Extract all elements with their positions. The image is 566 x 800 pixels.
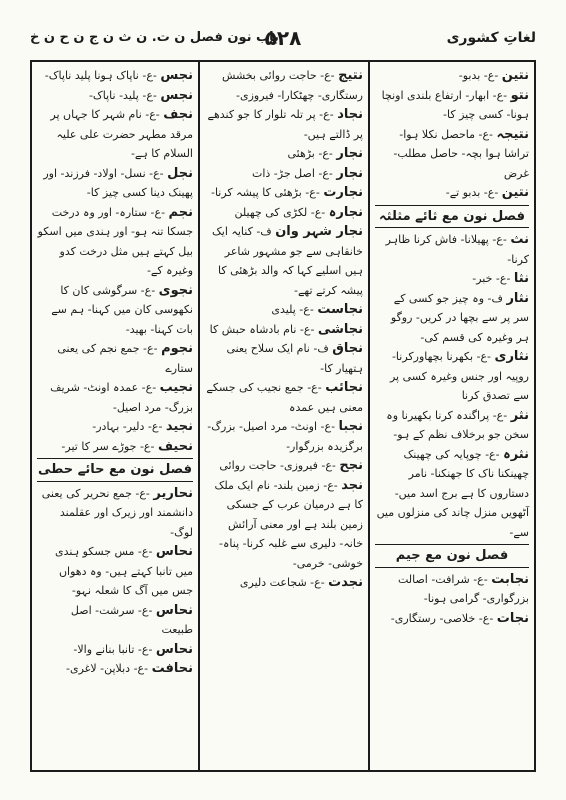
entry-definition: -ع- نسل- اولاد- فرزند- اور پھینک دینا کسی چیز کا- [43,166,193,199]
entry-headword: نجار شہر وان [275,224,363,239]
entry-headword: نحاریر [153,485,193,501]
entry-definition: -ع- پلید- ناپاک- [88,88,157,102]
entry-headword: نجف [163,107,193,122]
entry-definition: -ع- خبر- [472,272,511,285]
dictionary-entry [205,573,363,593]
entry-headword: نحاس [155,602,193,618]
page-header [30,26,536,54]
dictionary-entry [375,86,529,125]
dictionary-entry [375,183,529,203]
entry-definition: -ع- شرافت- اصالت بزرگواری- گرامی ہونا- [397,572,529,605]
dictionary-entry [37,86,193,106]
entry-definition: -ع- بکھرنا بچھاورکرنا- روپیہ اور جنس وغیرہ کسی پر سے تصدق کرنا [389,350,529,402]
entry-definition: -ع- دبلاپن- لاغری- [65,662,149,675]
entry-headword: نثرہ [503,446,529,462]
dictionary-entry [37,417,193,437]
dictionary-entry [37,640,193,660]
entry-headword: نجار [336,165,363,181]
entry-headword: نثا [513,271,529,286]
dictionary-entry [37,484,193,543]
dictionary-entry [375,289,529,348]
dictionary-entry [375,125,529,184]
dictionary-entry [37,659,193,679]
dictionary-entry [205,378,363,417]
dictionary-entry [37,378,193,417]
entry-headword: نتین [501,185,529,200]
entry-headword: نجبا [338,419,363,434]
entry-definition: -ع- جمع نحریر کی یعنی دانشمند اور زیرک اور عقلمند لوگ- [41,486,193,539]
entry-headword: نثر [510,407,529,423]
entry-headword: نجارہ [328,204,363,220]
dictionary-entry [205,66,363,105]
dictionary-entry [375,445,529,543]
entry-definition: -ع- پر تلہ تلوار کا جو کندھے پر ڈالتے ہیں- [207,108,363,141]
entry-headword: نتیجہ [496,126,529,142]
entry-definition: -ع- تانبا بنانے والا- [73,642,153,656]
dictionary-entry [375,66,529,86]
entry-definition: -ع- فیروزی- حاجت روائی [219,459,336,472]
entry-definition: -ع- اصل جڑ- ذات [252,166,333,180]
entry-headword: نجائب [325,380,363,395]
dictionary-entry [205,456,363,476]
entry-headword: نجس [160,87,193,103]
entry-definition: -ع- جمع نجیب کی جسکے معنی ہیں عمدہ [206,381,363,414]
entry-definition: -ع- زمین بلند- نام ایک ملک کا ہے درمیان عرب کے جسکی زمین بلند ہے اور معنی آرائش خانہ- دلیری سے غلبہ کرنا- پناہ- خوشی- خرمی- [214,478,363,570]
book-title: لغاتِ کشوری [446,30,536,46]
entry-headword: نتیج [338,68,363,83]
dictionary-entry [375,269,529,289]
dictionary-entry [205,339,363,378]
entry-definition: -ع- بدبو- [458,69,499,82]
dictionary-entry [205,476,363,574]
entry-definition: -ع- بڑھئی [287,147,333,160]
entry-headword: نجد [341,477,363,493]
text-frame [30,60,536,772]
entry-headword: نجار [336,146,363,161]
dictionary-entry [37,203,193,281]
entry-definition: -ع- چوپایہ کی چھینک چھینکنا ناک کا جھنکنا- نامر دستاروں کا ہے برج اسد میں- آٹھویں منزل چاند کی منزلوں میں سے- [376,447,529,539]
entry-definition: -ع- ابھار- ارتفاع بلندی اونچا ہونا- کسی چیز کا- [381,88,529,121]
entry-definition: -ع- نام بادشاہ حبش کا [209,322,315,336]
dictionary-entry [205,417,363,456]
entry-definition: -ع- سرگوشی کان کا نکھوسی کان میں کہنا- ہم سے بات کہنا- بھید- [51,283,193,336]
entry-headword: نثار [506,290,529,306]
entry-definition: -ع- سرشت- اصل طبیعت [70,603,193,636]
column-middle [198,62,368,770]
entry-definition: -ع- حاجت روائی بخشش رستگاری- چھٹکارا- فیروزی- [221,69,363,102]
entry-definition: -ع- مس جسکو ہندی میں تانبا کہتے ہیں- وہ دھواں جس میں آگ کا شعلہ نہو- [54,545,193,597]
dictionary-entry [37,164,193,203]
entry-headword: نجاق [332,341,363,356]
entry-definition: -ع- نام شہر کا جہاں پر مرقد مطہر حضرت علی علیہ السلام کا ہے- [50,108,193,160]
dictionary-entry [37,66,193,86]
dictionary-entry [205,144,363,164]
entry-definition: -ع- جوڑے سر کا تیر- [61,439,155,453]
dictionary-entry [205,320,363,340]
entry-headword: نجابت [491,571,529,587]
entry-headword: نجاشی [317,321,363,337]
dictionary-entry [375,609,529,629]
entry-definition: -ع- خلاصی- رستگاری- [390,611,494,625]
entry-definition: -ع- پلیدی [271,303,314,316]
dictionary-entry [37,601,193,640]
entry-headword: نجوم [161,341,193,356]
dictionary-entry [375,230,529,269]
dictionary-entry [205,222,363,300]
entry-headword: نجم [168,204,193,220]
entry-headword: نجل [167,165,193,181]
entry-definition: ف- کنایہ ایک خانقاہی سے جو مشہور شاعر ہیں اسلیے کہا کہ والد بڑھئی کا پیشہ کرتے تھے- [211,225,363,297]
entry-definition: -ع- شجاعت دلیری [239,576,325,589]
entry-headword: نجارت [323,185,363,200]
section-heading: فصل نون مع ثائے مثلثہ [375,205,529,229]
entry-headword: نث [510,232,529,247]
column-right [368,62,534,770]
entry-headword: نجاد [337,107,363,122]
entry-headword: نحاس [155,641,193,657]
dictionary-entry [205,300,363,320]
section-heading: فصل نون مع جیم [375,544,529,568]
entry-headword: نحیف [157,438,193,454]
entry-definition: -ع- ستارہ- اور وہ درخت جسکا تنہ ہو- اور ہندی میں اسکو بیل کہتے ہیں مثل درخت کدو وغیرہ کے- [37,205,193,277]
entry-headword: نجح [339,458,363,473]
page-number: ۵۲۸ [264,26,302,50]
dictionary-entry [375,570,529,609]
entry-definition: -ع- اونٹ- مرد اصیل- بزرگ- برگزیدہ بزرگوار- [207,420,363,453]
section-heading: فصل نون مع حائے حطی [37,458,193,482]
entry-definition: ف- نام ایک سلاح یعنی ہتھیار کا- [226,342,363,375]
entry-headword: نجس [160,68,193,83]
dictionary-entry [375,347,529,406]
dictionary-entry [205,164,363,184]
entry-headword: نجدت [328,575,363,590]
entry-headword: نجیب [159,380,193,395]
dictionary-entry [375,406,529,445]
entry-headword: نتین [501,68,529,83]
dictionary-entry [37,437,193,457]
dictionary-entry [37,542,193,601]
section-running-head: باب نون فصل ن ت. ن ث ن ج ن ح ن خ [30,30,279,45]
entry-headword: نجاست [317,302,363,317]
entry-definition: -ع- بڑھئی کا پیشہ کرنا- [210,186,320,199]
entry-headword: نجات [496,610,529,626]
entry-definition: -ع- لکڑی کی چھیلن [234,205,326,219]
dictionary-entry [205,183,363,203]
entry-headword: نجوی [158,282,193,298]
entry-headword: نتو [510,87,529,103]
entry-headword: نحافت [151,661,193,676]
entry-headword: نجید [165,419,193,434]
entry-headword: نحاس [155,544,193,559]
entry-definition: -ع- ناپاک ہونا پلید ناپاک- [44,69,157,82]
entry-definition: -ع- بدبو تے- [445,186,499,199]
entry-definition: -ع- ماحصل نکلا ہوا- تراشا ہوا بچہ- حاصل مطلب- غرض [393,127,529,180]
entry-definition: -ع- جمع نجم کی یعنی ستارے [57,342,193,375]
entry-headword: نثاری [494,349,529,364]
entry-definition: -ع- عمدہ اونٹ- شریف بزرگ- مرد اصیل- [50,381,193,414]
entry-definition: -ع- پراگندہ کرنا بکھیرنا وہ سخن جو برخلاف نظم کے ہو- [386,408,529,441]
dictionary-entry [37,105,193,164]
entry-definition: ف- وہ چیز جو کسی کے سر پر سے بچھا در کریں- روگو ہر وغیرہ کی قسم کی- [390,291,529,344]
dictionary-entry [37,281,193,340]
dictionary-entry [37,339,193,378]
entry-definition: -ع- دلیر- بہادر- [92,420,163,433]
dictionary-entry [205,105,363,144]
entry-definition: -ع- پھیلانا- فاش کرنا ظاہر کرنا- [385,233,529,266]
dictionary-entry [205,203,363,223]
column-left [32,62,198,770]
